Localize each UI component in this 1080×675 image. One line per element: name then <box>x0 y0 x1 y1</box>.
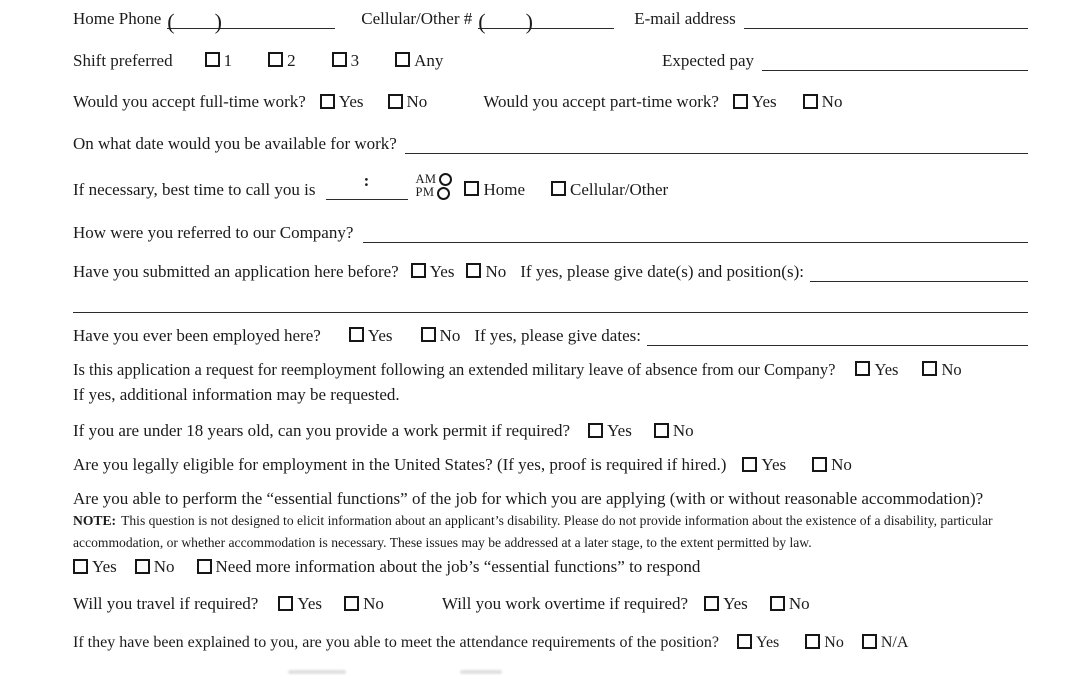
fulltime-no-option[interactable] <box>388 92 428 112</box>
attendance-no-checkbox[interactable] <box>805 634 820 649</box>
fulltime-yes-checkbox[interactable] <box>320 94 335 109</box>
eligible-no-option[interactable] <box>812 455 852 475</box>
no-label: No <box>672 421 694 440</box>
essential-more-info-label: Need more information about the job’s “essential functions” to respond <box>215 557 701 576</box>
cutoff-text-fragment <box>460 670 502 674</box>
date-available-question: On what date would you be available for work? <box>73 133 397 153</box>
call-home-option[interactable] <box>464 180 525 200</box>
no-label: No <box>439 325 461 345</box>
submitted-dates-input-line[interactable] <box>810 261 1028 282</box>
submitted-no-option[interactable] <box>466 262 506 282</box>
yes-label: Yes <box>367 325 393 345</box>
no-label: No <box>485 261 507 281</box>
expected-pay-label: Expected pay <box>661 50 754 70</box>
attendance-yes-checkbox[interactable] <box>737 634 752 649</box>
military-yes-option[interactable] <box>855 360 898 380</box>
military-note: If yes, additional information may be requested. <box>73 385 400 404</box>
phone-email-row <box>73 8 1028 34</box>
am-label: AM <box>415 171 437 186</box>
fulltime-no-checkbox[interactable] <box>388 94 403 109</box>
shift-3-checkbox[interactable] <box>332 52 347 67</box>
shift-row <box>73 50 1028 71</box>
time-colon: : <box>363 171 370 190</box>
attendance-question: If they have been explained to you, are you able to meet the attendance requirements of the position? <box>73 634 719 651</box>
essential-yes-option[interactable] <box>73 557 117 577</box>
yes-label: Yes <box>755 634 780 651</box>
call-home-checkbox[interactable] <box>464 181 479 196</box>
cellular-other-label: Cellular/Other <box>570 179 669 199</box>
military-note-row <box>73 385 1028 405</box>
essential-note-line2: accommodation, or whether accommodation is necessary. These issues may be addressed at a later stage, to the extent permitted by law. <box>73 535 812 550</box>
call-time-row <box>73 164 1028 200</box>
permit-no-checkbox[interactable] <box>654 423 669 438</box>
essential-question-row <box>73 489 1028 509</box>
pm-label: PM <box>415 185 435 200</box>
no-label: No <box>824 634 844 651</box>
shift-2-option[interactable] <box>268 51 296 71</box>
parttime-yes-checkbox[interactable] <box>733 94 748 109</box>
referred-input-line[interactable] <box>363 222 1028 243</box>
permit-no-option[interactable] <box>654 421 694 441</box>
cellular-input-line[interactable] <box>478 8 614 34</box>
parttime-no-checkbox[interactable] <box>803 94 818 109</box>
attendance-no-option[interactable] <box>805 633 844 652</box>
parttime-yes-option[interactable] <box>733 92 777 112</box>
home-phone-label: Home Phone <box>73 8 162 28</box>
yes-label: Yes <box>92 557 117 576</box>
eligible-row <box>73 455 1028 475</box>
military-yes-checkbox[interactable] <box>855 361 870 376</box>
shift-3-label: 3 <box>350 50 360 70</box>
employed-question: Have you ever been employed here? <box>73 325 321 345</box>
employed-no-checkbox[interactable] <box>421 327 436 342</box>
shift-1-option[interactable] <box>205 51 233 71</box>
travel-no-option[interactable] <box>344 594 384 614</box>
submitted-no-checkbox[interactable] <box>466 263 481 278</box>
overtime-yes-checkbox[interactable] <box>704 596 719 611</box>
shift-any-option[interactable] <box>395 51 443 71</box>
essential-no-checkbox[interactable] <box>135 559 150 574</box>
employed-yes-checkbox[interactable] <box>349 327 364 342</box>
eligible-question: Are you legally eligible for employment in the United States? (If yes, proof is required if hired.) <box>73 455 727 474</box>
call-cellular-checkbox[interactable] <box>551 181 566 196</box>
area-code-parens: ( ) <box>167 9 223 34</box>
essential-more-info-checkbox[interactable] <box>197 559 212 574</box>
shift-preferred-label: Shift preferred <box>73 50 173 70</box>
note-label: NOTE: <box>73 513 117 528</box>
yes-label: Yes <box>761 455 787 474</box>
no-label: No <box>153 557 175 576</box>
employed-no-option[interactable] <box>421 326 461 346</box>
referred-row <box>73 222 1028 243</box>
permit-yes-checkbox[interactable] <box>588 423 603 438</box>
submitted-followup-label: If yes, please give date(s) and position(s): <box>520 261 804 281</box>
military-question: Is this application a request for reemployment following an extended military leave of absence from our Company? <box>73 360 836 379</box>
ampm-group <box>416 173 453 201</box>
eligible-yes-checkbox[interactable] <box>742 457 757 472</box>
pm-option[interactable] <box>416 186 453 200</box>
fulltime-yes-option[interactable] <box>320 92 364 112</box>
date-available-row <box>73 133 1028 154</box>
employed-followup-label: If yes, please give dates: <box>474 325 641 345</box>
submitted-question: Have you submitted an application here before? <box>73 261 399 281</box>
essential-note-line1: This question is not designed to elicit information about an applicant’s disability. Please do not provide information about the existence of a disability, particular <box>121 513 993 528</box>
yes-label: Yes <box>429 261 455 281</box>
military-row <box>73 360 1028 380</box>
essential-note-row-1 <box>73 513 1028 529</box>
travel-yes-option[interactable] <box>278 594 322 614</box>
overtime-no-checkbox[interactable] <box>770 596 785 611</box>
shift-1-checkbox[interactable] <box>205 52 220 67</box>
cutoff-text-fragment <box>288 670 346 674</box>
pm-radio[interactable] <box>437 187 450 200</box>
travel-overtime-row <box>73 594 1028 614</box>
employed-row <box>73 325 1028 346</box>
na-label: N/A <box>880 634 909 651</box>
call-time-question: If necessary, best time to call you is <box>73 179 316 199</box>
shift-any-checkbox[interactable] <box>395 52 410 67</box>
no-label: No <box>821 92 843 111</box>
travel-no-checkbox[interactable] <box>344 596 359 611</box>
permit-question: If you are under 18 years old, can you provide a work permit if required? <box>73 421 571 440</box>
shift-1-label: 1 <box>223 50 233 70</box>
am-radio[interactable] <box>439 173 452 186</box>
yes-label: Yes <box>338 92 364 111</box>
parttime-question: Would you accept part-time work? <box>483 92 719 111</box>
yes-label: Yes <box>297 594 323 613</box>
attendance-na-checkbox[interactable] <box>862 634 877 649</box>
shift-any-label: Any <box>414 50 444 70</box>
overtime-question: Will you work overtime if required? <box>441 594 689 613</box>
call-cellular-option[interactable] <box>551 180 668 200</box>
shift-3-option[interactable] <box>332 51 360 71</box>
expected-pay-input-line[interactable] <box>762 50 1028 71</box>
attendance-na-option[interactable] <box>862 633 909 652</box>
cellular-label: Cellular/Other # <box>361 8 473 28</box>
shift-2-checkbox[interactable] <box>268 52 283 67</box>
attendance-yes-option[interactable] <box>737 633 779 652</box>
no-label: No <box>831 455 852 474</box>
overtime-yes-option[interactable] <box>704 594 748 614</box>
eligible-no-checkbox[interactable] <box>812 457 827 472</box>
essential-note-row-2 <box>73 535 1028 551</box>
employed-dates-input-line[interactable] <box>647 325 1028 346</box>
parttime-no-option[interactable] <box>803 92 843 112</box>
overtime-no-option[interactable] <box>770 594 810 614</box>
travel-question: Will you travel if required? <box>73 594 259 613</box>
area-code-parens: ( ) <box>478 9 534 34</box>
submitted-continuation-line[interactable] <box>73 306 1028 313</box>
essential-more-info-option[interactable] <box>197 557 701 577</box>
yes-label: Yes <box>607 421 632 440</box>
military-no-option[interactable] <box>922 360 961 380</box>
essential-options-row <box>73 557 1028 577</box>
call-time-input-line[interactable] <box>326 171 408 200</box>
date-available-input-line[interactable] <box>405 133 1028 154</box>
eligible-yes-option[interactable] <box>742 455 786 475</box>
worktype-row <box>73 92 1028 112</box>
fulltime-question: Would you accept full-time work? <box>73 92 306 111</box>
am-option[interactable] <box>416 173 453 187</box>
yes-label: Yes <box>874 360 899 379</box>
essential-question: Are you able to perform the “essential functions” of the job for which you are applying (with or without reasonable accommodation)? <box>73 489 984 508</box>
email-input-line[interactable] <box>744 8 1028 29</box>
email-label: E-mail address <box>634 8 736 28</box>
no-label: No <box>941 360 962 379</box>
shift-2-label: 2 <box>287 50 296 70</box>
home-phone-input-line[interactable] <box>167 8 335 34</box>
no-label: No <box>363 594 384 613</box>
employed-yes-option[interactable] <box>349 326 393 346</box>
no-label: No <box>406 92 428 111</box>
attendance-row <box>73 633 1028 652</box>
permit-yes-option[interactable] <box>588 421 632 441</box>
permit-row <box>73 421 1028 441</box>
essential-no-option[interactable] <box>135 557 175 577</box>
no-label: No <box>788 594 810 613</box>
referred-question: How were you referred to our Company? <box>73 222 354 242</box>
travel-yes-checkbox[interactable] <box>278 596 293 611</box>
submitted-yes-option[interactable] <box>411 262 455 282</box>
yes-label: Yes <box>723 594 748 613</box>
home-label: Home <box>483 179 525 199</box>
essential-yes-checkbox[interactable] <box>73 559 88 574</box>
yes-label: Yes <box>751 92 777 111</box>
military-no-checkbox[interactable] <box>922 361 937 376</box>
submitted-row <box>73 261 1028 282</box>
submitted-yes-checkbox[interactable] <box>411 263 426 278</box>
